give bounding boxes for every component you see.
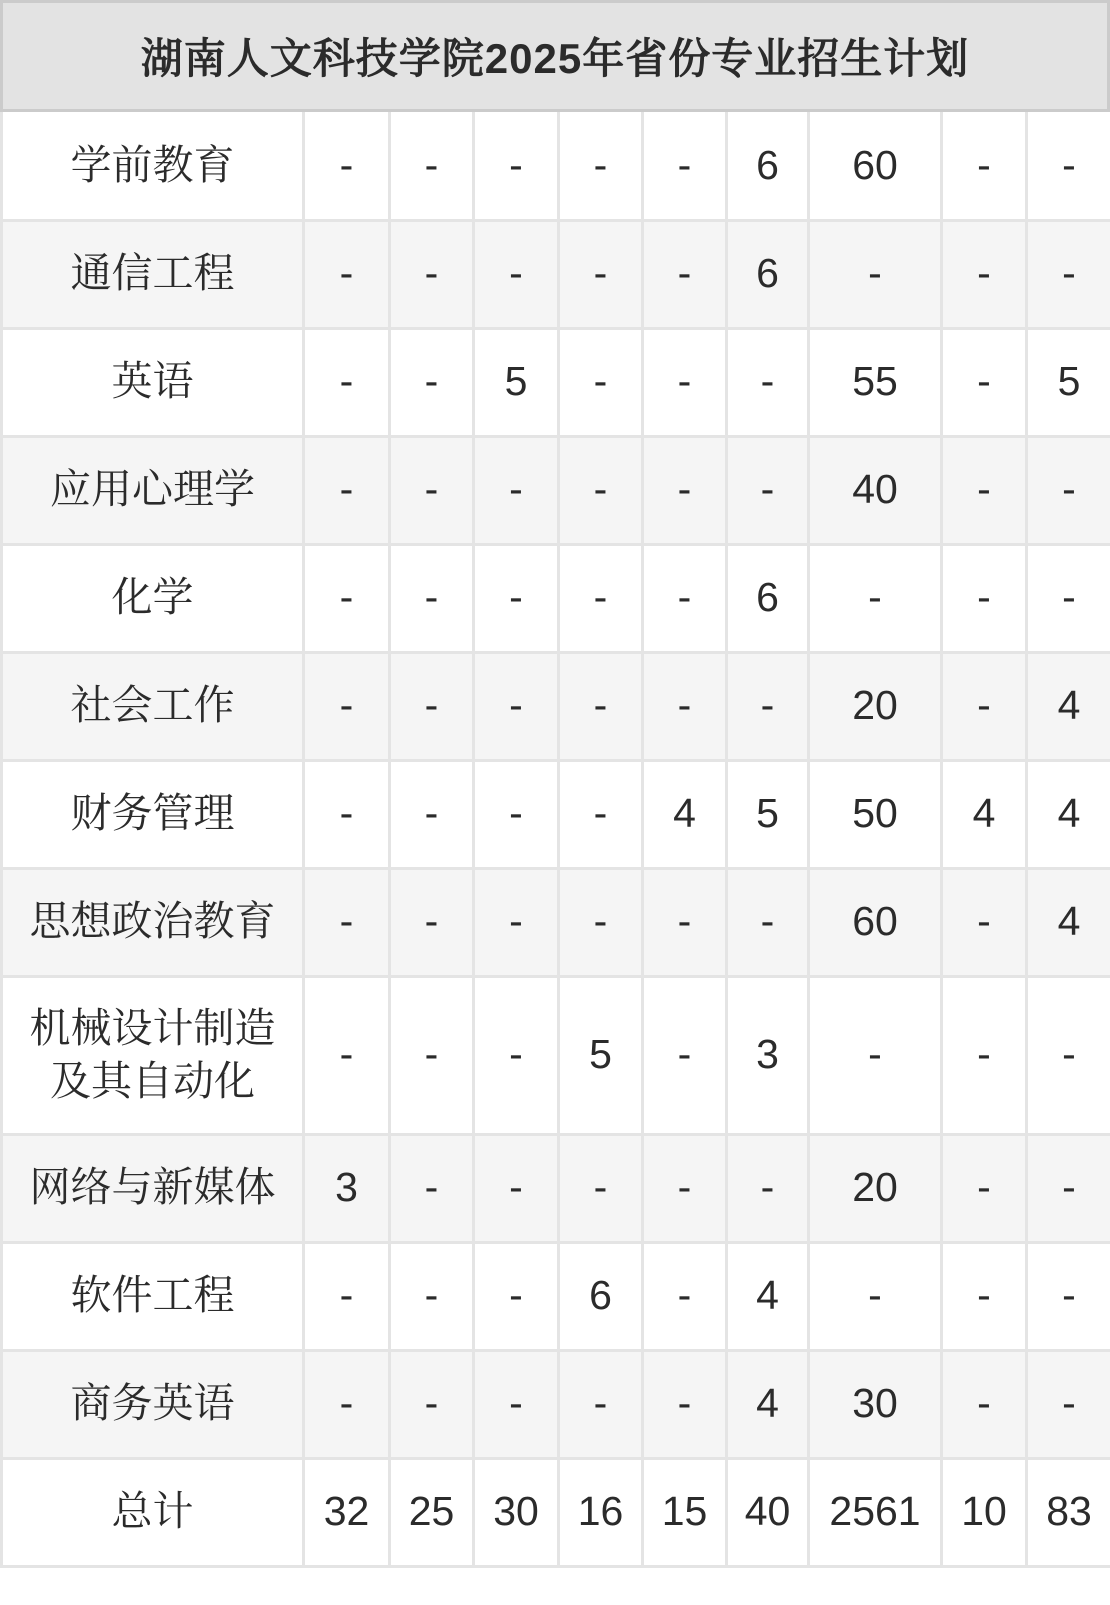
row-label: 通信工程 <box>2 220 304 328</box>
cell-value: - <box>727 652 809 760</box>
cell-value: - <box>1027 220 1110 328</box>
cell-value: - <box>390 328 474 436</box>
cell-value: - <box>304 544 390 652</box>
cell-value: 60 <box>809 868 942 976</box>
cell-value: - <box>304 976 390 1134</box>
cell-value: - <box>304 1350 390 1458</box>
cell-value: - <box>390 868 474 976</box>
cell-value: - <box>304 220 390 328</box>
cell-value: - <box>559 1134 643 1242</box>
row-label: 机械设计制造及其自动化 <box>2 976 304 1134</box>
cell-value: 5 <box>474 328 559 436</box>
table-body <box>2 112 1110 1566</box>
table-title: 湖南人文科技学院2025年省份专业招生计划 <box>0 0 1110 112</box>
cell-value: - <box>304 1242 390 1350</box>
cell-value: - <box>390 976 474 1134</box>
cell-value: - <box>942 112 1027 220</box>
cell-value: - <box>1027 1242 1110 1350</box>
cell-value: - <box>809 1242 942 1350</box>
table-row <box>2 760 1110 868</box>
cell-value: - <box>559 760 643 868</box>
cell-value: 16 <box>559 1458 643 1566</box>
cell-value: 32 <box>304 1458 390 1566</box>
cell-value: - <box>474 220 559 328</box>
table-row <box>2 868 1110 976</box>
cell-value: 5 <box>559 976 643 1134</box>
cell-value: - <box>643 1134 727 1242</box>
cell-value: - <box>942 220 1027 328</box>
cell-value: - <box>942 1242 1027 1350</box>
table-row <box>2 652 1110 760</box>
table-row <box>2 1134 1110 1242</box>
table-row <box>2 976 1110 1134</box>
cell-value: - <box>809 220 942 328</box>
cell-value: 3 <box>304 1134 390 1242</box>
cell-value: - <box>304 112 390 220</box>
row-label: 财务管理 <box>2 760 304 868</box>
cell-value: 6 <box>727 220 809 328</box>
cell-value: 4 <box>942 760 1027 868</box>
table-row <box>2 1350 1110 1458</box>
cell-value: - <box>559 112 643 220</box>
cell-value: 40 <box>727 1458 809 1566</box>
cell-value: - <box>390 220 474 328</box>
admission-plan-table <box>0 112 1110 1568</box>
cell-value: - <box>304 328 390 436</box>
cell-value: - <box>727 436 809 544</box>
cell-value: - <box>942 328 1027 436</box>
cell-value: - <box>559 1350 643 1458</box>
cell-value: - <box>809 976 942 1134</box>
table-row <box>2 328 1110 436</box>
cell-value: - <box>643 328 727 436</box>
cell-value: 4 <box>1027 868 1110 976</box>
cell-value: 3 <box>727 976 809 1134</box>
row-label: 英语 <box>2 328 304 436</box>
cell-value: - <box>474 1134 559 1242</box>
cell-value: - <box>942 544 1027 652</box>
cell-value: - <box>559 220 643 328</box>
cell-value: - <box>643 1350 727 1458</box>
cell-value: - <box>559 868 643 976</box>
cell-value: - <box>304 436 390 544</box>
cell-value: - <box>474 112 559 220</box>
row-label: 化学 <box>2 544 304 652</box>
cell-value: 15 <box>643 1458 727 1566</box>
cell-value: - <box>643 868 727 976</box>
cell-value: 6 <box>727 112 809 220</box>
cell-value: 50 <box>809 760 942 868</box>
cell-value: - <box>942 652 1027 760</box>
cell-value: 30 <box>474 1458 559 1566</box>
cell-value: - <box>474 760 559 868</box>
cell-value: 4 <box>1027 760 1110 868</box>
cell-value: 2561 <box>809 1458 942 1566</box>
cell-value: - <box>390 544 474 652</box>
cell-value: - <box>304 868 390 976</box>
cell-value: - <box>1027 976 1110 1134</box>
cell-value: - <box>390 1242 474 1350</box>
cell-value: - <box>1027 112 1110 220</box>
row-label: 学前教育 <box>2 112 304 220</box>
cell-value: - <box>643 976 727 1134</box>
cell-value: - <box>643 652 727 760</box>
cell-value: - <box>1027 1350 1110 1458</box>
table-row <box>2 436 1110 544</box>
cell-value: 20 <box>809 652 942 760</box>
cell-value: - <box>1027 436 1110 544</box>
cell-value: - <box>474 544 559 652</box>
cell-value: 40 <box>809 436 942 544</box>
cell-value: 25 <box>390 1458 474 1566</box>
total-row-label: 总计 <box>2 1458 304 1566</box>
cell-value: - <box>390 1350 474 1458</box>
cell-value: - <box>809 544 942 652</box>
cell-value: - <box>643 220 727 328</box>
cell-value: - <box>1027 1134 1110 1242</box>
cell-value: 55 <box>809 328 942 436</box>
cell-value: - <box>643 436 727 544</box>
cell-value: 20 <box>809 1134 942 1242</box>
cell-value: - <box>559 328 643 436</box>
cell-value: - <box>390 652 474 760</box>
cell-value: - <box>942 976 1027 1134</box>
cell-value: 4 <box>727 1242 809 1350</box>
cell-value: - <box>643 112 727 220</box>
cell-value: - <box>727 1134 809 1242</box>
cell-value: 30 <box>809 1350 942 1458</box>
table-row <box>2 220 1110 328</box>
cell-value: - <box>390 436 474 544</box>
row-label: 社会工作 <box>2 652 304 760</box>
cell-value: 60 <box>809 112 942 220</box>
cell-value: - <box>643 544 727 652</box>
cell-value: 4 <box>1027 652 1110 760</box>
cell-value: - <box>727 328 809 436</box>
row-label: 软件工程 <box>2 1242 304 1350</box>
cell-value: 4 <box>643 760 727 868</box>
cell-value: - <box>390 1134 474 1242</box>
cell-value: - <box>559 544 643 652</box>
cell-value: - <box>559 652 643 760</box>
row-label: 思想政治教育 <box>2 868 304 976</box>
cell-value: - <box>474 652 559 760</box>
cell-value: - <box>942 436 1027 544</box>
cell-value: 10 <box>942 1458 1027 1566</box>
table-row <box>2 1242 1110 1350</box>
total-row <box>2 1458 1110 1566</box>
cell-value: - <box>474 436 559 544</box>
cell-value: 6 <box>559 1242 643 1350</box>
cell-value: - <box>474 976 559 1134</box>
cell-value: - <box>942 1134 1027 1242</box>
cell-value: - <box>304 652 390 760</box>
table-row <box>2 544 1110 652</box>
cell-value: - <box>474 1350 559 1458</box>
cell-value: - <box>559 436 643 544</box>
cell-value: - <box>1027 544 1110 652</box>
cell-value: 83 <box>1027 1458 1110 1566</box>
cell-value: - <box>474 868 559 976</box>
cell-value: - <box>727 868 809 976</box>
cell-value: 5 <box>727 760 809 868</box>
cell-value: - <box>942 868 1027 976</box>
row-label: 商务英语 <box>2 1350 304 1458</box>
cell-value: - <box>942 1350 1027 1458</box>
cell-value: 4 <box>727 1350 809 1458</box>
row-label: 应用心理学 <box>2 436 304 544</box>
cell-value: 5 <box>1027 328 1110 436</box>
cell-value: - <box>390 112 474 220</box>
cell-value: 6 <box>727 544 809 652</box>
cell-value: - <box>474 1242 559 1350</box>
cell-value: - <box>304 760 390 868</box>
cell-value: - <box>643 1242 727 1350</box>
row-label: 网络与新媒体 <box>2 1134 304 1242</box>
cell-value: - <box>390 760 474 868</box>
table-row <box>2 112 1110 220</box>
